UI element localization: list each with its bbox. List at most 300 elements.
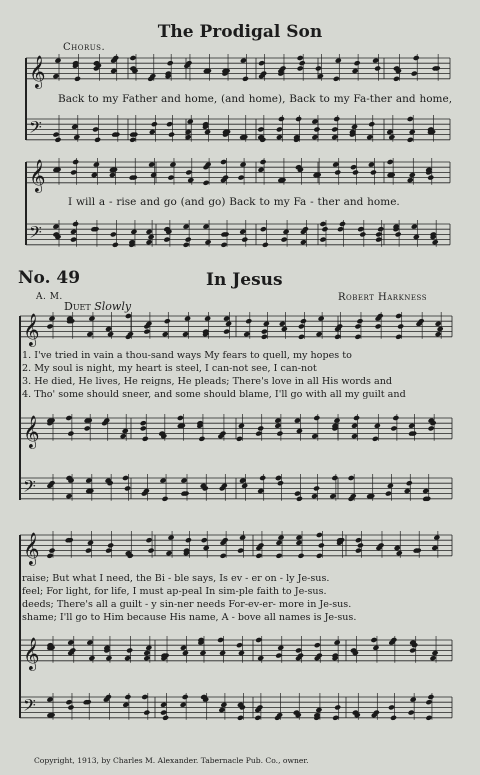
treble-clef-icon: 𝄞: [23, 312, 40, 346]
note-head: [408, 423, 415, 429]
note-head: [257, 126, 264, 132]
note-head: [184, 316, 191, 322]
note-head: [72, 159, 79, 165]
note-head: [110, 231, 117, 237]
note-head: [220, 242, 227, 248]
note-head: [239, 229, 246, 235]
note-head: [295, 647, 302, 653]
note-head: [397, 323, 404, 329]
verse-1-line-b: raise; But what I need, the Bi - ble says, Is ev - er on - ly Je-sus.: [22, 573, 330, 584]
note-head: [387, 159, 394, 165]
note-head: [129, 55, 136, 61]
note-head: [359, 231, 366, 237]
note-head: [199, 650, 206, 656]
note-head: [357, 542, 364, 548]
note-head: [54, 137, 61, 143]
note-head: [255, 637, 262, 643]
note-head: [311, 119, 318, 125]
note-head: [368, 162, 375, 168]
note-head: [202, 224, 209, 230]
note-head: [425, 715, 432, 721]
note-head: [277, 645, 284, 651]
note-head: [225, 321, 232, 327]
note-head: [238, 650, 245, 656]
note-head: [431, 650, 438, 656]
note-head: [124, 694, 131, 700]
note-head: [124, 655, 131, 661]
note-head: [311, 134, 318, 140]
note-head: [146, 239, 153, 245]
note-head: [257, 425, 264, 431]
note-head: [259, 475, 266, 481]
note-head: [168, 132, 175, 138]
note-head: [180, 702, 187, 708]
note-head: [140, 420, 147, 426]
note-head: [122, 428, 129, 434]
note-head: [261, 334, 268, 340]
hymn-title: In Jesus: [206, 270, 283, 290]
note-head: [388, 134, 395, 140]
note-head: [375, 237, 382, 243]
note-head: [366, 134, 373, 140]
note-head: [219, 650, 226, 656]
note-head: [146, 229, 153, 235]
note-head: [67, 640, 74, 646]
note-head: [198, 436, 205, 442]
note-head: [46, 323, 53, 329]
note-head: [422, 488, 429, 494]
note-head: [243, 331, 250, 337]
verses-block-2: [22, 573, 356, 625]
note-head: [180, 645, 187, 651]
note-head: [167, 175, 174, 181]
note-head: [52, 132, 59, 138]
note-head: [238, 175, 245, 181]
note-head: [356, 318, 363, 324]
note-head: [237, 715, 244, 721]
note-head: [297, 65, 304, 71]
verse-4-line-a: 4. Tho' some should sneer, and some should blame, I'll go with all my guilt and: [22, 389, 406, 400]
note-head: [299, 60, 306, 66]
note-head: [297, 553, 304, 559]
note-head: [408, 710, 415, 716]
note-head: [276, 134, 283, 140]
note-head: [315, 707, 322, 713]
note-head: [435, 321, 442, 327]
note-head: [390, 425, 397, 431]
note-head: [334, 704, 341, 710]
treble-clef-icon: 𝄞: [23, 414, 40, 448]
note-head: [165, 550, 172, 556]
note-head: [335, 58, 342, 64]
note-head: [162, 331, 169, 337]
note-head: [241, 237, 248, 243]
note-head: [277, 480, 284, 486]
note-head: [411, 224, 418, 230]
note-head: [276, 431, 283, 437]
note-head: [204, 239, 211, 245]
note-head: [257, 655, 264, 661]
note-head: [372, 645, 379, 651]
note-head: [332, 715, 339, 721]
note-head: [122, 702, 129, 708]
note-head: [260, 159, 267, 165]
bass-clef-icon: 𝄢: [23, 475, 36, 500]
note-head: [238, 423, 245, 429]
chorus-lyric-line-2: I will a - rise and go (and go) Back to my Fa - ther and home.: [68, 196, 400, 208]
note-head: [329, 493, 336, 499]
note-head: [236, 436, 243, 442]
note-head: [334, 640, 341, 646]
note-head: [352, 169, 359, 175]
note-head: [141, 694, 148, 700]
note-head: [46, 553, 53, 559]
note-head: [386, 129, 393, 135]
note-head: [321, 226, 328, 232]
note-head: [332, 162, 339, 168]
note-head: [65, 493, 72, 499]
note-head: [313, 485, 320, 491]
note-head: [65, 699, 72, 705]
note-head: [409, 172, 416, 178]
note-head: [353, 415, 360, 421]
note-head: [281, 237, 288, 243]
note-head: [183, 242, 190, 248]
note-head: [357, 226, 364, 232]
note-head: [428, 425, 435, 431]
note-head: [395, 313, 402, 319]
song-title-prodigal-son: The Prodigal Son: [157, 22, 323, 42]
note-head: [204, 316, 211, 322]
note-head: [316, 532, 323, 538]
note-head: [185, 169, 192, 175]
note-head: [298, 334, 305, 340]
note-head: [112, 242, 119, 248]
note-head: [409, 647, 416, 653]
note-head: [351, 124, 358, 130]
note-head: [105, 548, 112, 554]
note-head: [241, 483, 248, 489]
note-head: [105, 326, 112, 332]
note-head: [166, 121, 173, 127]
note-head: [368, 121, 375, 127]
note-head: [245, 318, 252, 324]
composer-name: Robert Harkness: [338, 292, 427, 303]
note-head: [169, 162, 176, 168]
note-head: [390, 715, 397, 721]
note-head: [295, 535, 302, 541]
note-head: [160, 702, 167, 708]
note-head: [318, 316, 325, 322]
note-head: [162, 715, 169, 721]
note-head: [404, 488, 411, 494]
note-head: [431, 545, 438, 551]
note-head: [107, 331, 114, 337]
note-head: [385, 491, 392, 497]
note-head: [297, 55, 304, 61]
note-head: [65, 415, 72, 421]
note-head: [294, 418, 301, 424]
note-head: [427, 175, 434, 181]
note-head: [263, 321, 270, 327]
note-head: [413, 55, 420, 61]
note-head: [337, 226, 344, 232]
note-head: [355, 548, 362, 554]
note-head: [159, 478, 166, 484]
note-head: [143, 655, 150, 661]
note-head: [315, 65, 322, 71]
note-head: [255, 553, 262, 559]
note-head: [370, 169, 377, 175]
note-head: [86, 640, 93, 646]
note-head: [203, 545, 210, 551]
note-head: [298, 323, 305, 329]
chorus-label: Chorus.: [63, 42, 106, 53]
note-head: [407, 137, 414, 143]
treble-clef-icon: 𝄞: [29, 158, 46, 192]
note-head: [296, 428, 303, 434]
note-head: [316, 331, 323, 337]
note-head: [257, 488, 264, 494]
note-head: [429, 655, 436, 661]
note-head: [220, 702, 227, 708]
note-head: [425, 699, 432, 705]
note-head: [314, 642, 321, 648]
note-head: [239, 478, 246, 484]
note-head: [110, 68, 117, 74]
note-head: [52, 224, 59, 230]
note-head: [240, 162, 247, 168]
note-head: [151, 121, 158, 127]
note-head: [88, 316, 95, 322]
note-head: [254, 715, 261, 721]
note-head: [433, 535, 440, 541]
treble-clef-icon: 𝄞: [23, 531, 40, 565]
note-head: [46, 697, 53, 703]
note-head: [350, 164, 357, 170]
note-head: [276, 126, 283, 132]
note-head: [354, 323, 361, 329]
note-head: [122, 475, 129, 481]
note-head: [217, 637, 224, 643]
note-head: [319, 221, 326, 227]
note-head: [67, 704, 74, 710]
note-head: [91, 172, 98, 178]
note-head: [107, 542, 114, 548]
note-head: [148, 162, 155, 168]
note-head: [311, 493, 318, 499]
note-head: [67, 431, 74, 437]
note-head: [351, 433, 358, 439]
note-head: [372, 436, 379, 442]
tempo-prefix: Duet: [64, 300, 91, 313]
note-head: [73, 134, 80, 140]
note-head: [149, 129, 156, 135]
note-head: [333, 418, 340, 424]
treble-clef-icon: 𝄞: [23, 636, 40, 670]
note-head: [204, 129, 211, 135]
note-head: [333, 76, 340, 82]
note-head: [281, 326, 288, 332]
note-head: [187, 119, 194, 125]
note-head: [182, 650, 189, 656]
note-head: [258, 167, 265, 173]
note-head: [354, 334, 361, 340]
note-head: [277, 535, 284, 541]
note-head: [86, 331, 93, 337]
note-head: [411, 71, 418, 77]
note-head: [260, 226, 267, 232]
note-head: [88, 655, 95, 661]
note-head: [375, 323, 382, 329]
note-head: [313, 415, 320, 421]
note-head: [87, 540, 94, 546]
note-head: [120, 433, 127, 439]
verse-3-line-b: deeds; There's all a guilt - y sin-ner needs For-ev-er- more in Je-sus.: [22, 599, 352, 610]
note-head: [372, 58, 379, 64]
note-head: [185, 237, 192, 243]
note-head: [143, 329, 150, 335]
note-head: [92, 126, 99, 132]
note-head: [85, 548, 92, 554]
note-head: [143, 650, 150, 656]
note-head: [148, 234, 155, 240]
note-head: [223, 329, 230, 335]
note-head: [275, 540, 282, 546]
note-head: [318, 542, 325, 548]
note-head: [374, 423, 381, 429]
note-head: [432, 239, 439, 245]
note-head: [140, 425, 147, 431]
note-head: [437, 326, 444, 332]
note-head: [354, 60, 361, 66]
tempo-marking: [64, 300, 131, 313]
note-head: [93, 162, 100, 168]
verse-2-line-b: feel; For light, for life, I must ap-peal In sim-ple faith to Je-sus.: [22, 586, 327, 597]
note-head: [220, 159, 227, 165]
note-head: [295, 540, 302, 546]
note-head: [237, 548, 244, 554]
note-head: [351, 423, 358, 429]
note-head: [413, 234, 420, 240]
note-head: [72, 221, 79, 227]
note-head: [300, 239, 307, 245]
copyright-notice: Copyright, 1913, by Charles M. Alexander. Tabernacle Pub. Co., owner.: [34, 756, 309, 765]
note-head: [331, 475, 338, 481]
note-head: [279, 321, 286, 327]
note-head: [261, 329, 268, 335]
note-head: [84, 425, 91, 431]
note-head: [142, 436, 149, 442]
note-head: [387, 483, 394, 489]
note-head: [218, 707, 225, 713]
treble-clef-icon: 𝄞: [29, 54, 46, 88]
verse-1-line-a: 1. I've tried in vain a thou-sand ways My fears to quell, my hopes to: [22, 350, 352, 361]
note-head: [262, 242, 269, 248]
note-head: [331, 126, 338, 132]
note-head: [126, 647, 133, 653]
note-head: [180, 478, 187, 484]
note-head: [255, 431, 262, 437]
note-head: [145, 645, 152, 651]
note-head: [435, 331, 442, 337]
note-head: [48, 548, 55, 554]
note-head: [392, 415, 399, 421]
note-head: [388, 704, 395, 710]
note-head: [185, 537, 192, 543]
note-head: [183, 224, 190, 230]
note-head: [339, 221, 346, 227]
note-head: [407, 177, 414, 183]
author-initials: A. M.: [36, 292, 63, 302]
note-head: [203, 180, 210, 186]
note-head: [377, 226, 384, 232]
note-head: [275, 553, 282, 559]
note-head: [130, 229, 137, 235]
note-head: [177, 415, 184, 421]
note-head: [274, 423, 281, 429]
note-head: [236, 642, 243, 648]
note-head: [145, 537, 152, 543]
note-head: [70, 237, 77, 243]
note-head: [313, 126, 320, 132]
note-head: [167, 535, 174, 541]
note-head: [396, 550, 403, 556]
note-head: [407, 116, 414, 122]
note-head: [300, 318, 307, 324]
note-head: [275, 475, 282, 481]
note-head: [352, 68, 359, 74]
note-head: [394, 545, 401, 551]
note-head: [258, 60, 265, 66]
bass-clef-icon: 𝄢: [29, 116, 42, 141]
note-head: [319, 237, 326, 243]
note-head: [278, 116, 285, 122]
note-head: [240, 58, 247, 64]
note-head: [410, 697, 417, 703]
note-head: [375, 231, 382, 237]
note-head: [160, 710, 167, 716]
note-head: [85, 478, 92, 484]
bass-clef-icon: 𝄢: [29, 221, 42, 246]
note-head: [348, 475, 355, 481]
note-head: [74, 76, 81, 82]
note-head: [316, 553, 323, 559]
chorus-lyric-line-1: Back to my Father and home, (and home), Back to my Fa-ther and home,: [58, 93, 453, 105]
note-head: [129, 137, 136, 143]
note-head: [395, 231, 402, 237]
tempo-word: Slowly: [94, 300, 132, 313]
verses-block-1: [22, 350, 406, 402]
note-head: [294, 491, 301, 497]
note-head: [334, 169, 341, 175]
note-head: [370, 637, 377, 643]
note-head: [334, 334, 341, 340]
bass-clef-icon: 𝄢: [23, 694, 36, 719]
verse-4-line-b: shame; I'll go to Him because His name, A - bove all names is Je-sus.: [22, 612, 357, 623]
note-head: [109, 172, 116, 178]
note-head: [201, 537, 208, 543]
note-head: [161, 496, 168, 502]
note-head: [239, 535, 246, 541]
note-head: [187, 177, 194, 183]
verse-2-line-a: 2. My soul is night, my heart is steel, I can-not see, I can-not: [22, 363, 317, 374]
note-head: [223, 316, 230, 322]
note-head: [54, 58, 61, 64]
note-head: [147, 548, 154, 554]
note-head: [275, 653, 282, 659]
note-head: [331, 134, 338, 140]
